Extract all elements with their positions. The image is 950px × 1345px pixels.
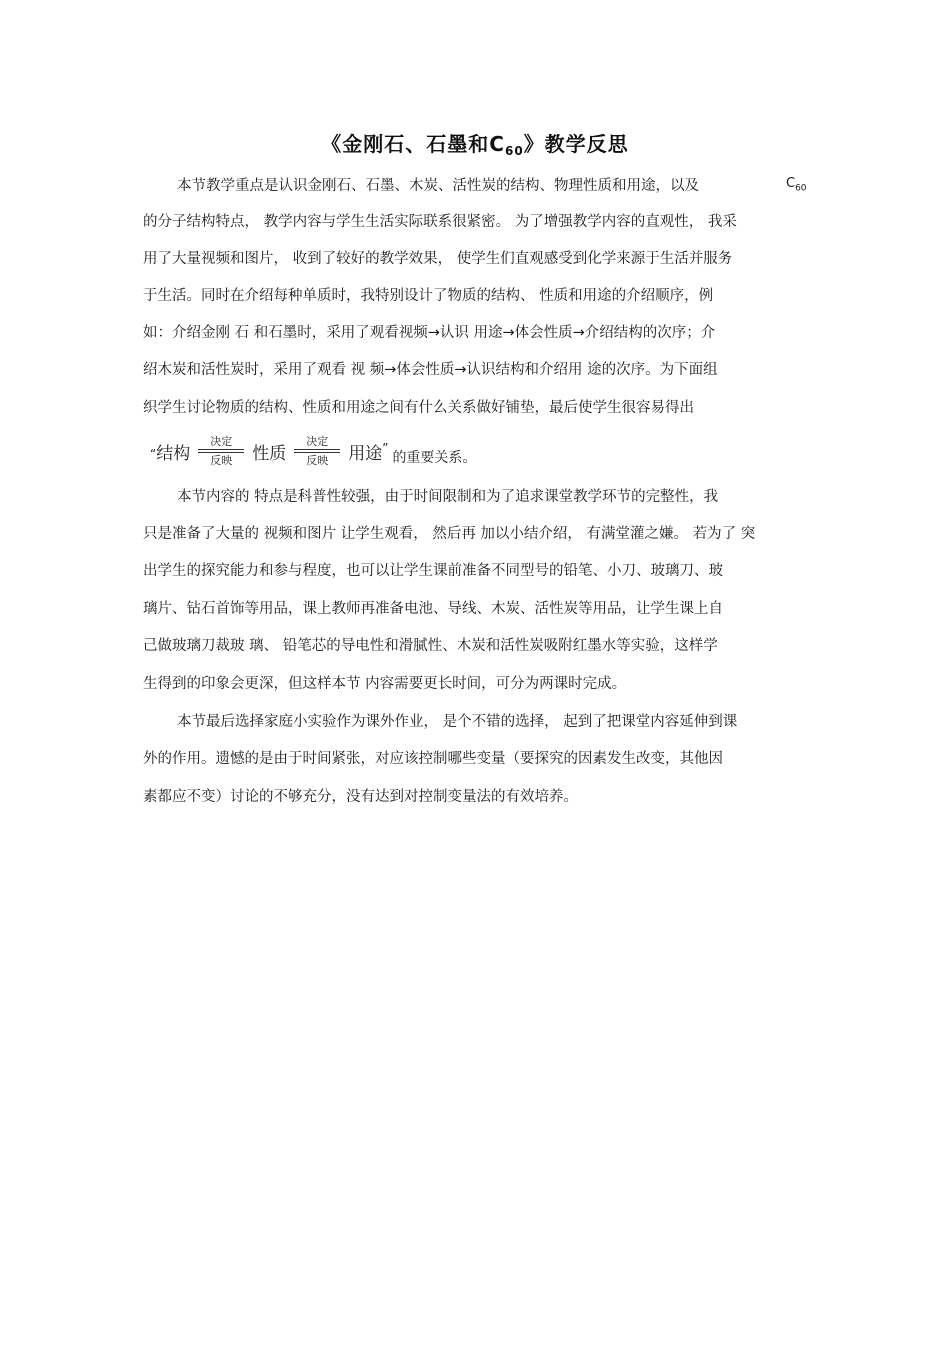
- arrow-label-top: 决定: [210, 435, 233, 448]
- paragraph-1-line-7: 织学生讨论物质的结构、性质和用途之间有什么关系做好铺垫，最后使学生很容易得出: [143, 400, 694, 416]
- c60-formula: [786, 176, 807, 194]
- arrow-label-bottom-2: 反映: [306, 454, 329, 467]
- paragraph-2-line-6: 生得到的印象会更深，但这样本节 内容需要更长时间，可分为两课时完成。: [143, 676, 627, 692]
- double-arrow-icon: [198, 435, 244, 467]
- paragraph-2-line-2: 只是准备了大量的 视频和图片 让学生观看， 然后再 加以小结介绍， 有满堂灌之嫌。 若为了 突: [143, 526, 756, 542]
- structure-property-use-relation: [150, 432, 476, 470]
- relation-structure: 结构: [156, 443, 191, 464]
- paragraph-1-line-2: 的分子结构特点， 教学内容与学生生活实际联系很紧密。 为了增强教学内容的直观性， 我采: [143, 214, 737, 230]
- close-quote: ”: [382, 441, 389, 455]
- arrow-bar: [198, 448, 244, 454]
- paragraph-3-line-2: 外的作用。遗憾的是由于时间紧张，对应该控制哪些变量（要探究的因素发生改变，其他因: [143, 751, 723, 767]
- paragraph-1-line-1: 本节教学重点是认识金刚石、石墨、木炭、活性炭的结构、物理性质和用途，以及: [177, 178, 699, 194]
- paragraph-2-line-4: 璃片、钻石首饰等用品，课上教师再准备电池、导线、木炭、活性炭等用品，让学生课上自: [143, 601, 723, 617]
- double-arrow-icon-2: [294, 435, 340, 467]
- paragraph-1-line-4: 于生活。同时在介绍每种单质时，我特别设计了物质的结构、 性质和用途的介绍顺序，例: [143, 288, 714, 304]
- arrow-label-bottom: 反映: [210, 454, 233, 467]
- arrow-bar-2: [294, 448, 340, 454]
- paragraph-1-line-3: 用了大量视频和图片， 收到了较好的教学效果， 使学生们直观感受到化学来源于生活并服务: [143, 251, 733, 267]
- paragraph-1-line-5: 如：介绍金刚 石 和石墨时，采用了观看视频→认识 用途→体会性质→介绍结构的次序；介: [143, 325, 716, 341]
- title-formula: C: [489, 132, 505, 156]
- paragraph-2-line-1: 本节内容的 特点是科普性较强，由于时间限制和为了追求课堂教学环节的完整性，我: [177, 489, 719, 505]
- arrow-label-top-2: 决定: [306, 435, 329, 448]
- page-title: [0, 128, 950, 158]
- title-formula-subscript: 60: [504, 144, 524, 158]
- paragraph-3-line-3: 素都应不变）讨论的不够充分，没有达到对控制变量法的有效培养。: [143, 789, 578, 805]
- c60-letter: C: [786, 176, 796, 191]
- paragraph-2-line-5: 己做玻璃刀裁玻 璃、 铅笔芯的导电性和滑腻性、木炭和活性炭吸附红墨水等实验，这样学: [143, 638, 718, 654]
- paragraph-3-line-1: 本节最后选择家庭小实验作为课外作业， 是个不错的选择， 起到了把课堂内容延伸到课: [177, 714, 738, 730]
- relation-use: 用途: [348, 443, 383, 464]
- relation-property: 性质: [252, 443, 287, 464]
- title-text: 《金刚石、石墨和: [321, 132, 490, 156]
- c60-subscript: 60: [795, 183, 807, 194]
- open-quote: “: [150, 447, 157, 461]
- paragraph-2-line-3: 出学生的探究能力和参与程度，也可以让学生课前准备不同型号的铅笔、小刀、玻璃刀、玻: [143, 563, 723, 579]
- paragraph-1-line-6: 绍木炭和活性炭时，采用了观看 视 频→体会性质→认识结构和介绍用 途的次序。为下面组: [143, 362, 718, 378]
- title-tail: 》教学反思: [523, 132, 629, 156]
- relation-suffix: 的重要关系。: [392, 450, 477, 466]
